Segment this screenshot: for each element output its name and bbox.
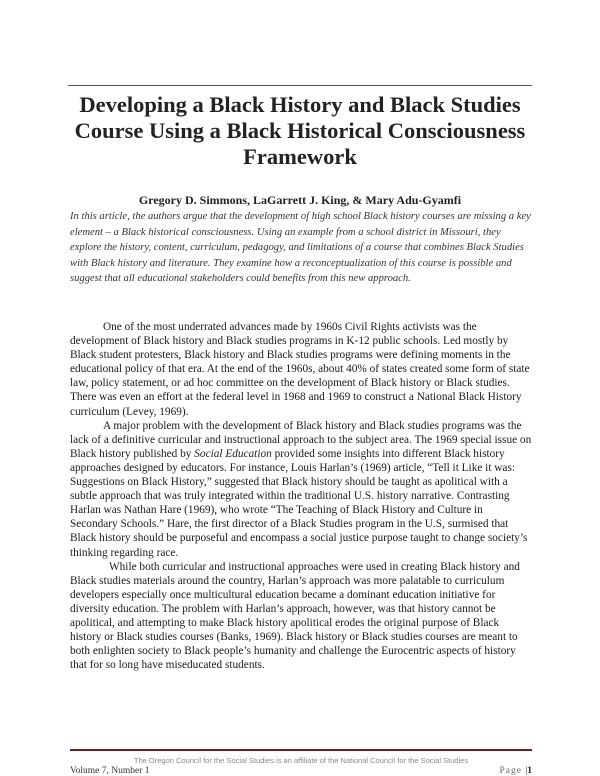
- article-title: Developing a Black History and Black Studies Course Using a Black Historical Consciousness Framework: [74, 92, 526, 169]
- article-abstract: In this article, the authors argue that the development of high school Black history courses are missing a key element – a Black historical consciousness. Using an example from a school district in Missouri, they explore the history, content, curriculum, pedagogy, and limitations of a course that combines Black Studies with Black history and literature. They examine how a reconceptualization of this course is possible and suggest that all educational stakeholders could benefits from this new approach.: [70, 211, 531, 285]
- footer-volume: Volume 7, Number 1: [70, 766, 150, 776]
- footer-page-separator: |: [525, 766, 528, 776]
- footer-page-indicator: [500, 766, 533, 776]
- body-paragraph-2-part-a: A major problem with the development of Black history and Black studies programs was the lack of a definitive curricular and instructional approach to the subject area. The 1969 special issue on Black history published by: [70, 419, 532, 460]
- footer-rule: [70, 749, 532, 751]
- body-paragraph-2: [70, 419, 532, 560]
- article-body: [70, 320, 532, 672]
- article-authors: Gregory D. Simmons, LaGarrett J. King, & Mary Adu-Gyamfi: [138, 193, 462, 207]
- body-paragraph-2-part-b: provided some insights into different Black history approaches designed by educators. For instance, Louis Harlan’s (1969) article, “Tell it Like it was: Suggestions on Black History,” suggested that Black history should be taught as apolitical with a subtle approach that was truly integrated within the traditional U.S. history narrative. Contrasting Harlan was Nathan Hare (1969), who wrote “The Teaching of Black History and Culture in Secondary Schools.” Hare, the first director of a Black Studies program in the U.S, surmised that Black history should be purposeful and encompass a social justice purpose taught to change society’s thinking regarding race.: [70, 447, 528, 559]
- footer-affiliation-note: The Oregon Council for the Social Studies is an affiliate of the National Council for the Social Studies: [133, 756, 469, 765]
- header-rule: [68, 85, 532, 86]
- body-paragraph-3: While both curricular and instructional approaches were used in creating Black history and Black studies materials around the country, Harlan’s approach was more palatable to curriculum developers especially once multicultural education became a dominant education initiative for diversity education. The problem with Harlan’s approach, however, was that history cannot be apolitical, and attempting to make Black history apolitical erodes the original purpose of Black history or Black studies courses (Banks, 1969). Black history or Black studies courses are meant to both enlighten society to Black people’s humanity and challenge the Eurocentric aspects of history that for so long have miseducated students.: [70, 560, 520, 672]
- journal-name-emphasis: Social Education: [194, 447, 272, 460]
- footer-page-label: Page: [499, 766, 522, 776]
- body-paragraph-1: One of the most underrated advances made by 1960s Civil Rights activists was the development of Black history and Black studies programs in K-12 public schools. Led mostly by Black student protesters, Black history and Black studies programs were defining moments in the educational policy of that era. At the end of the 1960s, about 40% of states created some form of state law, policy statement, or ad hoc committee on the development of Black history or Black studies. There was even an effort at the federal level in 1968 and 1969 to construct a National Black History curriculum (Levey, 1969).: [70, 321, 530, 418]
- footer-page-number: 1: [527, 766, 532, 776]
